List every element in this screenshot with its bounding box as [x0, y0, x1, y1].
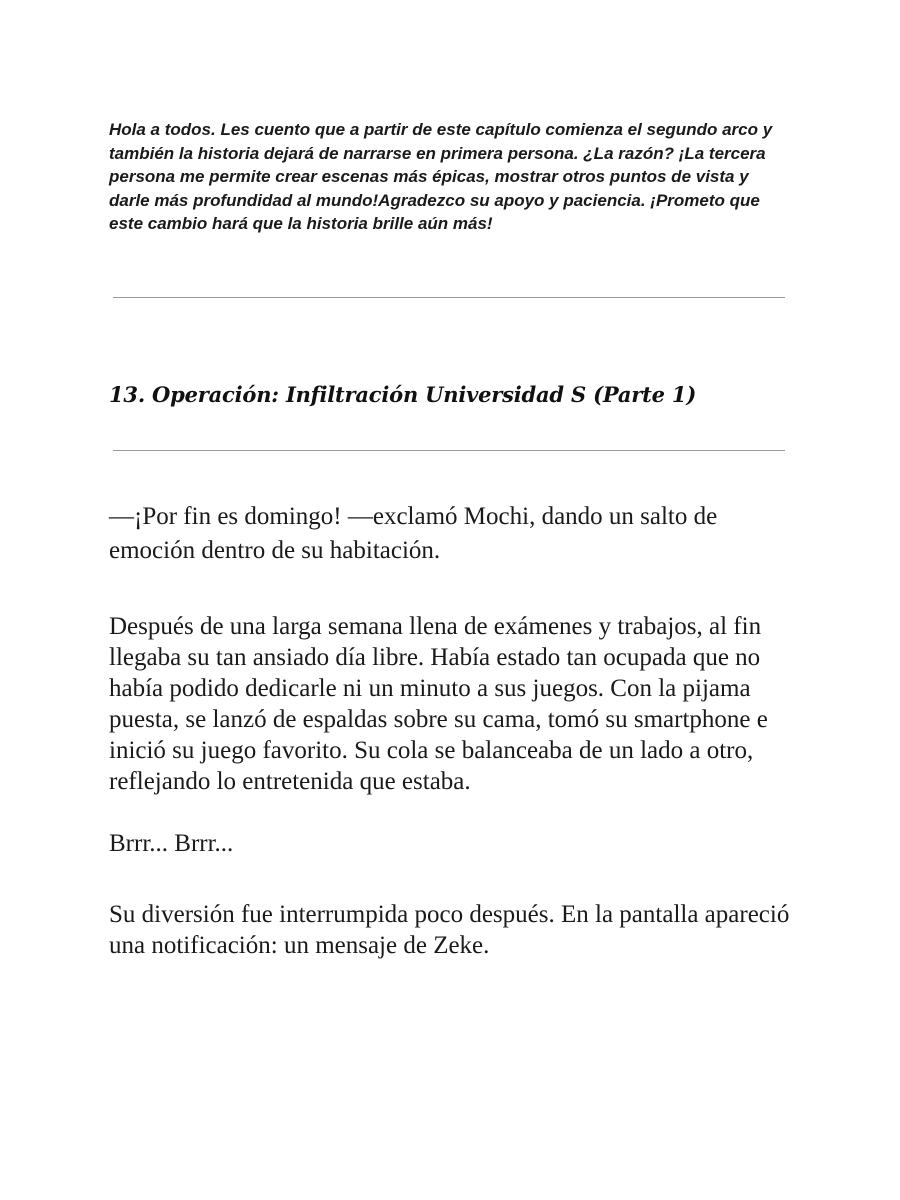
divider-bottom: [113, 450, 785, 451]
paragraph: Brrr... Brrr...: [109, 830, 234, 857]
paragraph: Su diversión fue interrumpida poco después. En la pantalla apareció una notificación: un mensaje de Zeke.: [109, 901, 790, 959]
chapter-title: 13. Operación: Infiltración Universidad S (Parte 1): [109, 382, 697, 407]
paragraph: Después de una larga semana llena de exámenes y trabajos, al fin llegaba su tan ansiado día libre. Había estado tan ocupada que no había podido dedicarle ni un minuto a sus juegos. Con la pijama puesta, se lanzó de espaldas sobre su cama, tomó su smartphone e inició su juego favorito. Su cola se balanceaba de un lado a otro, reflejando lo entretenida que estaba.: [109, 613, 768, 795]
divider-top: [113, 297, 785, 298]
chapter-body: [109, 500, 809, 961]
author-note: Hola a todos. Les cuento que a partir de este capítulo comienza el segundo arco y también la historia dejará de narrarse en primera persona. ¿La razón? ¡La tercera persona me permite crear escenas más épicas, mostrar otros puntos de vista y darle más profundidad al mundo!Agradezco su apoyo y paciencia. ¡Prometo que este cambio hará que la historia brille aún más!: [109, 120, 773, 233]
paragraph: —¡Por fin es domingo! —exclamó Mochi, dando un salto de emoción dentro de su habitación.: [109, 503, 718, 564]
